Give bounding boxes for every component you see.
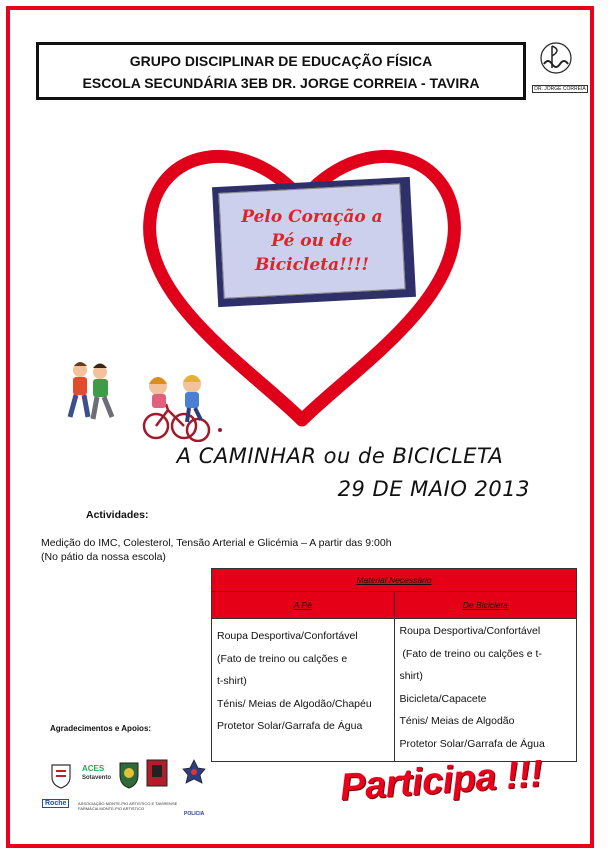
list-item: Protetor Solar/Garrafa de Água <box>399 737 545 750</box>
association-logo: ASSOCIAÇÃO MONTE-PIO ARTISTICO E TAVIRENSE FARMÁCIA MONTE-PIO ARTISTICO <box>78 801 178 811</box>
list-item: (Fato de treino ou calções e t- <box>399 647 542 660</box>
municipality-crest-icon <box>50 763 72 789</box>
police-emblem-icon <box>182 759 206 785</box>
logo-caption: DR. JORGE CORREIA <box>532 85 588 93</box>
header-line-1: GRUPO DISCIPLINAR DE EDUCAÇÃO FÍSICA <box>129 53 433 69</box>
header-box <box>36 42 526 100</box>
participate-call-to-action: Participa !!! <box>338 752 544 810</box>
list-item: Ténis/ Meias de Algodão <box>399 715 515 727</box>
activities-label: Actividades: <box>86 509 149 521</box>
list-item: Protetor Solar/Garrafa de Água <box>217 720 363 732</box>
kids-walking-cycling-illustration <box>64 360 224 442</box>
bike-items <box>394 619 577 762</box>
list-item: Bicicleta/Capacete <box>399 692 487 705</box>
aces-logo <box>82 765 111 782</box>
list-item: (Fato de treino ou calções e <box>217 652 348 665</box>
header-line-2: ESCOLA SECUNDÁRIA 3EB DR. JORGE CORREIA - TAVIRA <box>82 75 480 91</box>
aces-label: ACES <box>82 764 105 773</box>
walkers-icon <box>70 362 112 419</box>
thanks-label: Agradecimentos e Apoios: <box>50 724 152 733</box>
shield-icon <box>118 761 140 789</box>
list-item: Roupa Desportiva/Confortável <box>217 630 358 642</box>
walk-items <box>212 619 395 762</box>
material-col-walk: A Pé <box>212 592 395 619</box>
material-col-bike: De Bicicleta <box>394 592 577 619</box>
activities-location: (No pátio da nossa escola) <box>41 551 166 563</box>
list-item: t-shirt) <box>217 675 247 687</box>
police-label: POLICIA <box>184 811 205 817</box>
list-item: shirt) <box>399 670 423 682</box>
roche-logo: Roche <box>42 799 69 808</box>
list-item: Roupa Desportiva/Confortável <box>399 625 541 637</box>
sponsor-logos <box>42 755 222 825</box>
material-table <box>211 568 577 762</box>
material-table-title: Material Necessário <box>212 569 577 592</box>
aces-sub-label: Sotavento <box>82 775 112 781</box>
headline-line-1: A CAMINHAR ou de BICICLETA <box>176 444 504 468</box>
cyclists-icon <box>144 375 222 441</box>
activities-description <box>41 536 392 564</box>
event-title: Pelo Coração a Pé ou de Bicicleta!!!! <box>241 207 383 276</box>
event-date: 29 DE MAIO 2013 <box>337 477 530 501</box>
red-crest-icon <box>146 759 168 787</box>
list-item: Ténis/ Meias de Algodão/Chapéu <box>217 697 372 710</box>
headline <box>150 440 530 506</box>
activities-measure: Medição do IMC, Colesterol, Tensão Arterial e Glicémia – A partir das 9:00h <box>41 537 392 549</box>
title-box <box>212 177 416 307</box>
